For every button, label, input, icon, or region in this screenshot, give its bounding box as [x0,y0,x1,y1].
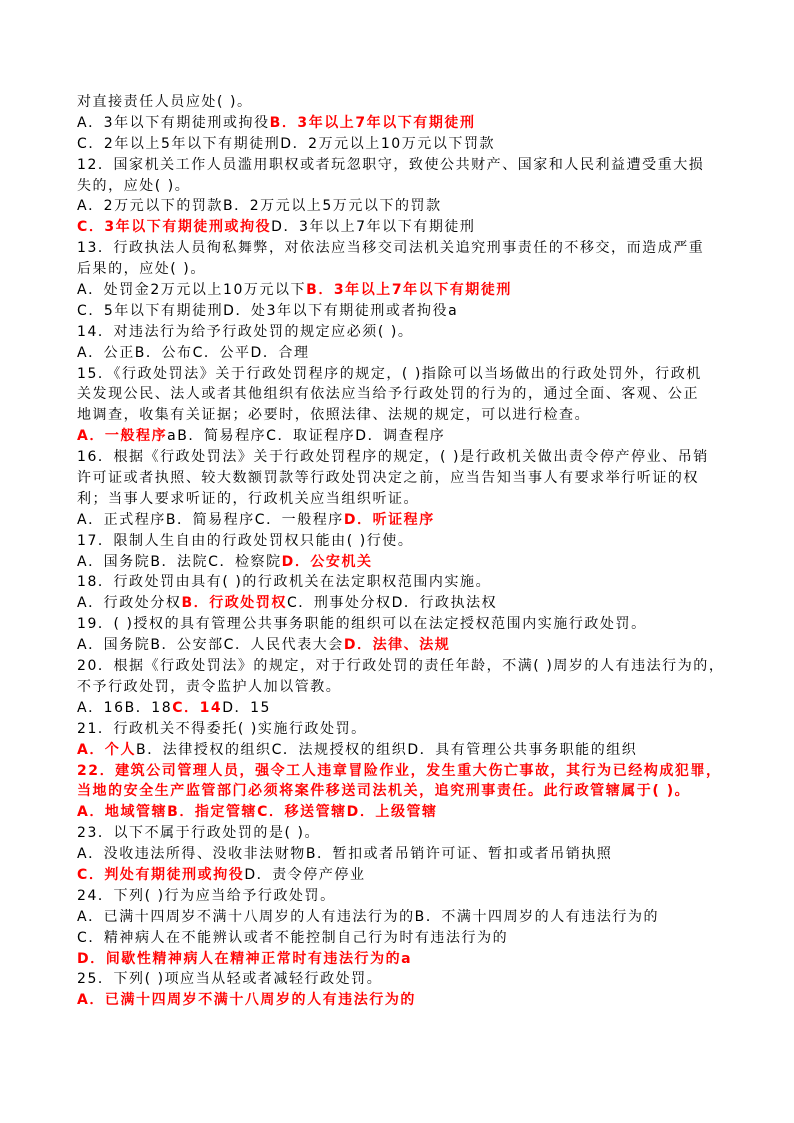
answer-text: B．行政处罚权 [181,595,287,612]
text-line [77,802,722,823]
question-text: 25．下列( )项应当从轻或者减轻行政处罚。 [77,971,383,988]
text-line [77,301,722,322]
answer-text: 当地的安全生产监管部门必须将案件移送司法机关，追究刑事责任。此行政管辖属于( )。 [77,783,691,800]
text-line [77,698,722,719]
text-line [77,405,722,426]
text-line [77,865,722,886]
question-text: D．15 [222,699,271,716]
text-line [77,489,722,510]
question-text: aB．简易程序C．取证程序D．调查程序 [167,428,446,445]
text-line [77,907,722,928]
question-text: 对直接责任人员应处( )。 [77,94,253,110]
text-line [77,426,722,447]
question-text: 24．下列( )行为应当给予行政处罚。 [77,887,336,904]
text-line [77,113,722,134]
text-line [77,259,722,280]
question-text: A．国务院B．公安部C．人民代表大会 [77,637,344,654]
question-text: 关发现公民、法人或者其他组织有依法应当给予行政处罚的行为的，通过全面、客观、公正 [77,386,699,403]
answer-text: D．法律、法规 [343,637,451,654]
answer-text: A．一般程序 [77,428,168,445]
text-line [77,844,722,865]
question-text: A．国务院B．法院C．检察院 [77,553,282,570]
question-text: C．精神病人在不能辨认或者不能控制自己行为时有违法行为的 [77,929,509,946]
question-text: A．3年以下有期徒刑或拘役 [77,114,270,131]
text-line [77,781,722,802]
text-line [77,719,722,740]
text-line [77,447,722,468]
question-text: 21．行政机关不得委托( )实施行政处罚。 [77,720,367,737]
text-line [77,823,722,844]
text-line [77,928,722,949]
question-text: C．5年以下有期徒刑D．处3年以下有期徒刑或者拘役a [77,302,459,319]
question-text: 18．行政处罚由具有( )的行政机关在法定职权范围内实施。 [77,574,492,591]
question-text: A．正式程序B．简易程序C．一般程序 [77,511,344,528]
answer-text: B．3年以上7年以下有期徒刑 [269,114,476,131]
answer-text: A．个人 [77,741,137,758]
question-text: 12．国家机关工作人员滥用职权或者玩忽职守，致使公共财产、国家和人民利益遭受重大损 [77,156,705,173]
question-text: 不予行政处罚，责令监护人加以管教。 [77,678,342,695]
question-text: B．法律授权的组织C．法规授权的组织D．具有管理公共事务职能的组织 [136,741,638,758]
text-line [77,531,722,552]
text-line [77,238,722,259]
text-line [77,656,725,677]
question-text: 后果的，应处( )。 [77,261,206,278]
text-line [77,280,722,301]
text-line [77,552,722,573]
text-line [77,761,722,782]
question-text: 23．以下不属于行政处罚的是( )。 [77,825,321,842]
question-text: 16．根据《行政处罚法》关于行政处罚程序的规定，( )是行政机关做出责令停产停业、吊销 [77,449,709,466]
text-line [77,593,722,614]
question-text: C．刑事处分权D．行政执法权 [286,595,498,612]
text-line [77,343,722,364]
question-text: A．16B．18 [77,699,173,716]
question-text: A．没收违法所得、没收非法财物B．暂扣或者吊销许可证、暂扣或者吊销执照 [77,846,613,863]
text-line [77,990,722,1011]
answer-text: 22．建筑公司管理人员，强令工人违章冒险作业，发生重大伤亡事故，其行为已经构成犯罪， [77,762,722,779]
question-text: 19．( )授权的具有管理公共事务职能的组织可以在法定授权范围内实施行政处罚。 [77,616,647,633]
answer-text: C．14 [172,699,223,716]
text-line [77,572,722,593]
question-text: 利；当事人要求听证的，行政机关应当组织听证。 [77,490,420,507]
question-text: 13．行政执法人员徇私舞弊，对依法应当移交司法机关追究刑事责任的不移交，而造成严重 [77,240,705,257]
text-line [77,949,722,970]
text-line [77,155,722,176]
question-text: A．2万元以下的罚款B．2万元以上5万元以下的罚款 [77,198,442,215]
question-text: A．已满十四周岁不满十八周岁的人有违法行为的B．不满十四周岁的人有违法行为的 [77,908,660,925]
text-line [77,614,722,635]
text-line [77,740,722,761]
text-line [77,384,722,405]
answer-text: D．听证程序 [343,511,435,528]
question-text: D．3年以上7年以下有期徒刑 [271,219,476,236]
text-line [77,134,722,155]
text-line [77,635,722,656]
answer-text: C．判处有期徒刑或拘役 [77,866,245,883]
answer-text: A．已满十四周岁不满十八周岁的人有违法行为的 [77,992,416,1009]
question-text: C．2年以上5年以下有期徒刑D．2万元以上10万元以下罚款 [77,135,496,152]
question-text: A．处罚金2万元以上10万元以下 [77,282,307,299]
question-text: A．公正B．公布C．公平D．合理 [77,344,310,361]
question-text: 15．《行政处罚法》关于行政处罚程序的规定，( )指除可以当场做出的行政处罚外，行政机 [77,365,702,382]
answer-text: D．间歇性精神病人在精神正常时有违法行为的a [77,950,413,967]
question-text: 失的，应处( )。 [77,177,191,194]
text-line [77,196,722,217]
answer-text: A．地域管辖B．指定管辖C．移送管辖D．上级管辖 [77,804,438,821]
answer-text: B．3年以上7年以下有期徒刑 [306,282,512,299]
question-text: 17．限制人生自由的行政处罚权只能由( )行使。 [77,532,414,549]
question-text: D．责令停产停业 [244,866,366,883]
text-line [77,217,722,238]
text-line [77,176,722,197]
question-text: 许可证或者执照、较大数额罚款等行政处罚决定之前，应当告知当事人有要求举行听证的权 [77,470,699,487]
text-line [77,468,722,489]
text-line [77,364,722,385]
question-text: 14．对违法行为给予行政处罚的规定应必须( )。 [77,323,414,340]
answer-text: C．3年以下有期徒刑或拘役 [77,219,272,236]
text-line [77,92,722,113]
text-line [77,322,722,343]
question-text: A．行政处分权 [77,595,182,612]
text-line [77,886,722,907]
text-line [77,677,722,698]
text-line [77,510,722,531]
document-body [77,92,725,1011]
text-line [77,969,722,990]
answer-text: D．公安机关 [281,553,373,570]
question-text: 20．根据《行政处罚法》的规定，对于行政处罚的责任年龄，不满( )周岁的人有违法行为的， [77,658,725,675]
question-text: 地调查，收集有关证据；必要时，依照法律、法规的规定，可以进行检查。 [77,407,591,424]
